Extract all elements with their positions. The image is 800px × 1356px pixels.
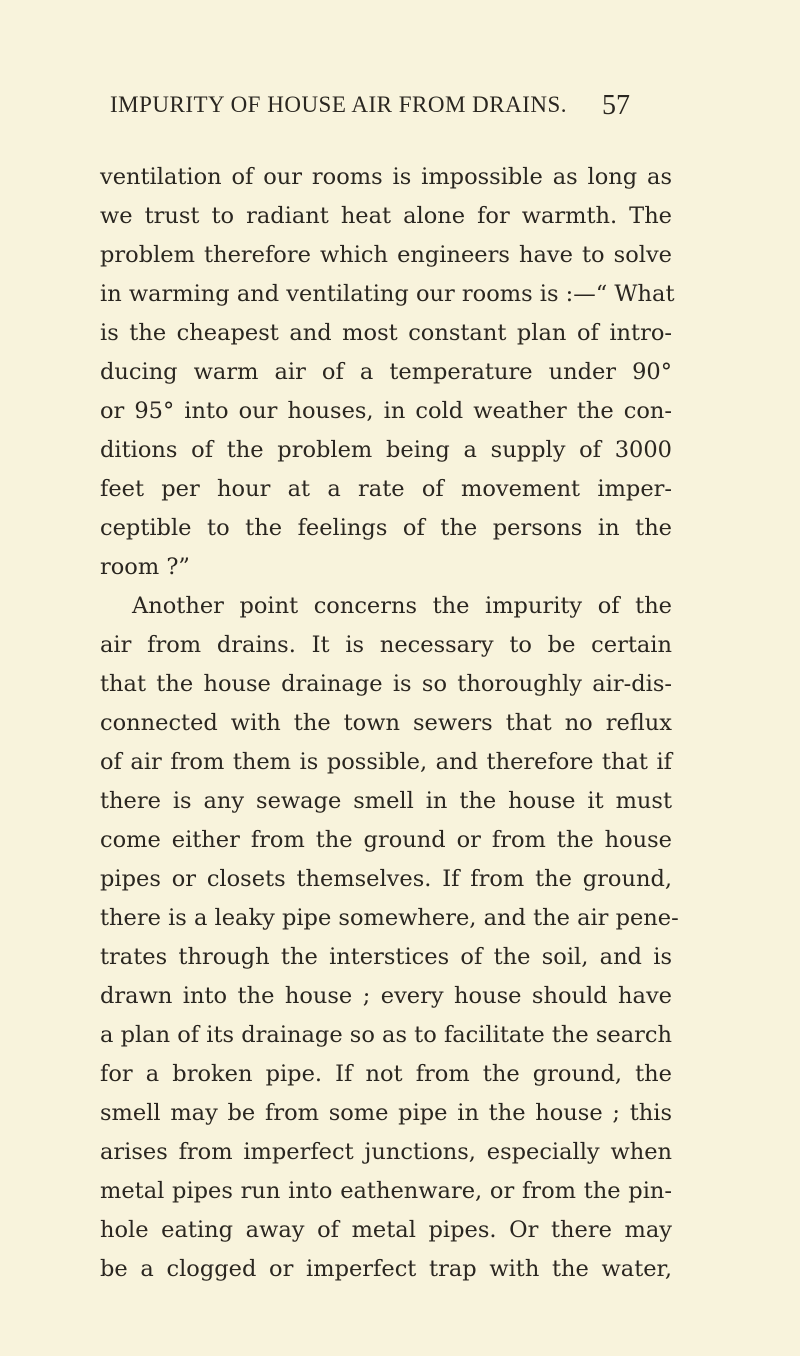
text-line: of air from them is possible, and therefore that if xyxy=(100,749,672,775)
text-line: air from drains. It is necessary to be certain xyxy=(100,632,672,658)
text-line: that the house drainage is so thoroughly air-dis- xyxy=(100,671,672,697)
text-line: arises from imperfect junctions, especially when xyxy=(100,1139,672,1165)
text-line: be a clogged or imperfect trap with the water, xyxy=(100,1256,672,1282)
text-line: a plan of its drainage so as to facilitate the search xyxy=(100,1022,672,1048)
text-line: is the cheapest and most constant plan of intro- xyxy=(100,320,672,346)
page-number: 57 xyxy=(602,90,630,121)
body-text xyxy=(100,158,679,1289)
page-header-title: IMPURITY OF HOUSE AIR FROM DRAINS. xyxy=(110,92,568,117)
text-line: ceptible to the feelings of the persons in the xyxy=(100,515,672,541)
text-line: come either from the ground or from the house xyxy=(100,827,672,853)
text-line: ducing warm air of a temperature under 90° xyxy=(100,359,672,385)
text-line: ventilation of our rooms is impossible as long as xyxy=(100,164,672,190)
text-line: problem therefore which engineers have to solve xyxy=(100,242,672,268)
running-head xyxy=(110,92,630,126)
text-line: hole eating away of metal pipes. Or there may xyxy=(100,1217,672,1243)
text-line: for a broken pipe. If not from the ground, the xyxy=(100,1061,672,1087)
text-line: in warming and ventilating our rooms is :—“ What xyxy=(100,281,675,307)
text-line: room ?” xyxy=(100,554,190,580)
text-line: there is a leaky pipe somewhere, and the air pene- xyxy=(100,905,679,931)
text-line: we trust to radiant heat alone for warmth. The xyxy=(100,203,672,229)
text-line: ditions of the problem being a supply of 3000 xyxy=(100,437,672,463)
text-line: pipes or closets themselves. If from the ground, xyxy=(100,866,672,892)
text-line: drawn into the house ; every house should have xyxy=(100,983,672,1009)
text-line: there is any sewage smell in the house it must xyxy=(100,788,672,814)
text-line: feet per hour at a rate of movement imper- xyxy=(100,476,672,502)
text-line: or 95° into our houses, in cold weather the con- xyxy=(100,398,672,424)
text-line: connected with the town sewers that no reflux xyxy=(100,710,672,736)
text-line: smell may be from some pipe in the house ; this xyxy=(100,1100,672,1126)
text-line: metal pipes run into eathenware, or from the pin- xyxy=(100,1178,672,1204)
text-line: trates through the interstices of the soil, and is xyxy=(100,944,672,970)
text-line: Another point concerns the impurity of the xyxy=(132,593,672,619)
